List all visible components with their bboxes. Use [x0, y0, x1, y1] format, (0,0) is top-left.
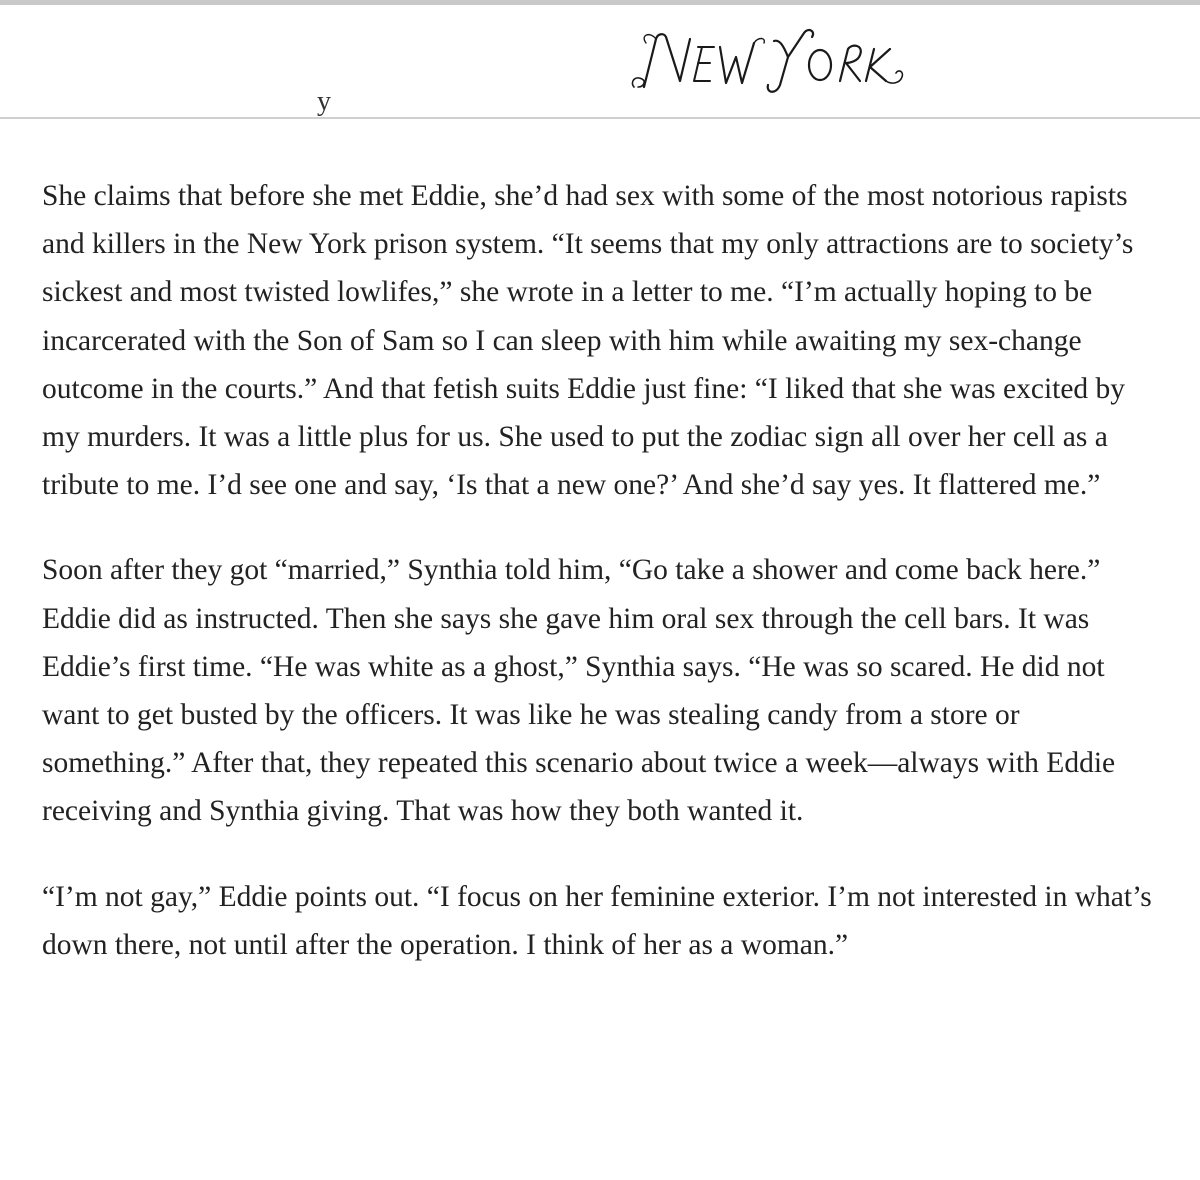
clipped-previous-line — [42, 86, 1152, 124]
paragraph-1: She claims that before she met Eddie, she’d had sex with some of the most notorious rapists and killers in the New York prison system. “It seems that my only attractions are to society’s sickest and most twisted lowlifes,” she wrote in a letter to me. “I’m actually hoping to be incarcerated with the Son of Sam so I can sleep with him while awaiting my sex-change outcome in the courts.” And that fetish suits Eddie just fine: “I liked that she was excited by my murders. It was a little plus for us. She used to put the zodiac sign all over her cell as a tribute to me. I’d see one and say, ‘Is that a new one?’ And she’d say yes. It flattered me.” — [42, 180, 1134, 502]
paragraph-2: Soon after they got “married,” Synthia told him, “Go take a shower and come back here.” Eddie did as instructed. Then she says she gave him oral sex through the cell bars. It was Eddie’s first time. “He was white as a ghost,” Synthia says. “He was so scared. He did not want to get busted by the officers. It was like he was stealing candy from a store or something.” After that, they repeated this scenario about twice a week—always with Eddie receiving and Synthia giving. That was how they both wanted it. — [42, 554, 1116, 828]
article-body — [42, 172, 1162, 1006]
logo-text: New York — [628, 12, 693, 29]
clipped-text: y — [317, 86, 331, 117]
paragraph-3: “I’m not gay,” Eddie points out. “I focus on her feminine exterior. I’m not interested in what’s down there, not until after the operation. I think of her as a woman.” — [42, 880, 1152, 961]
